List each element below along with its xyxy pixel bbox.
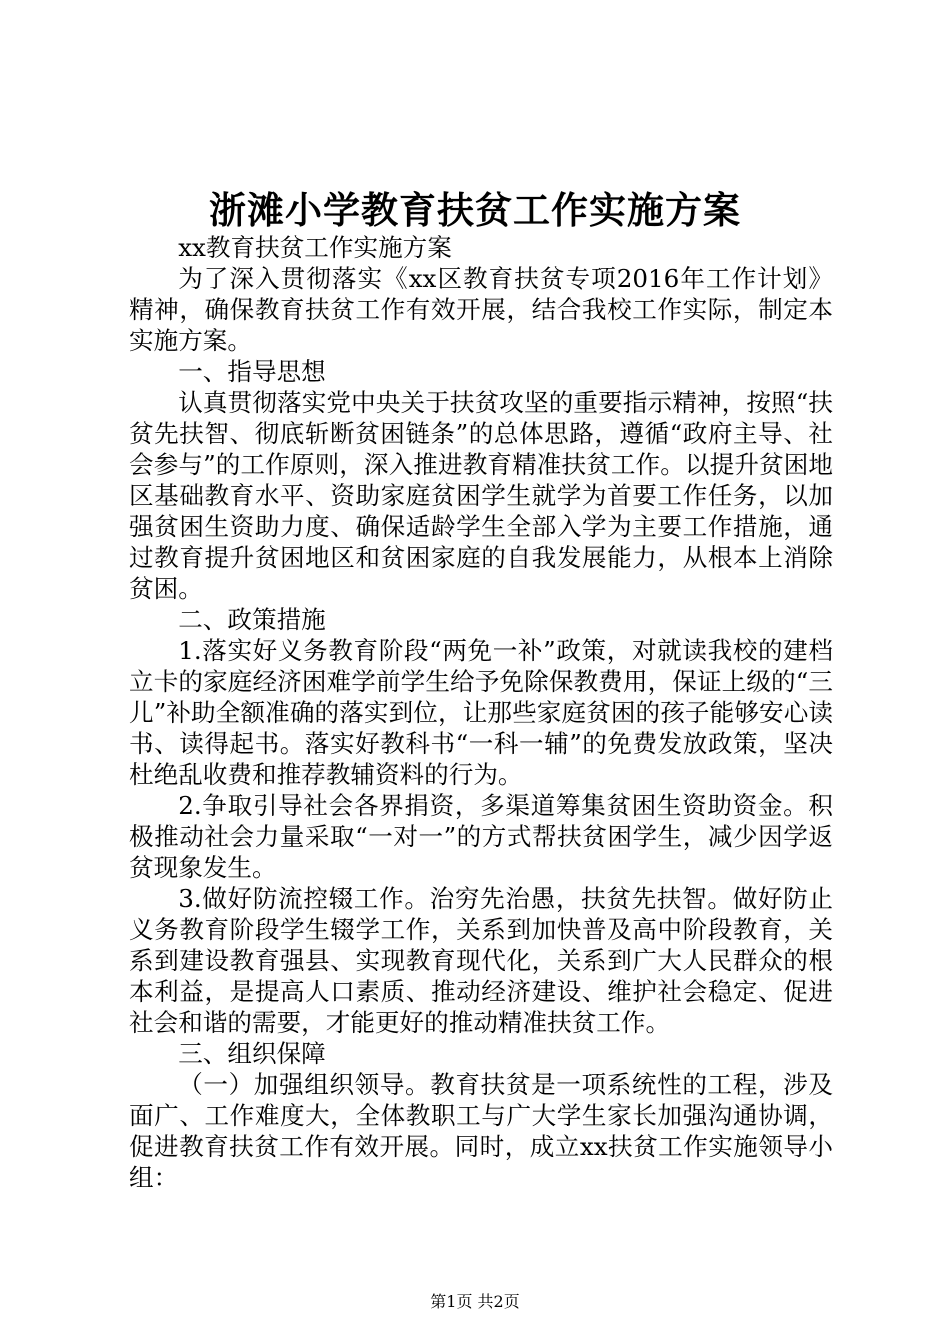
paragraph-intro: 为了深入贯彻落实《xx区教育扶贫专项2016年工作计划》精神，确保教育扶贫工作有效开展，结合我校工作实际，制定本实施方案。 (129, 264, 833, 355)
section-heading-organization: 三、组织保障 (178, 1039, 326, 1068)
paragraph-guiding-ideology: 认真贯彻落实党中央关于扶贫攻坚的重要指示精神，按照“扶贫先扶智、彻底斩断贫困链条”的总体思路，遵循“政府主导、社会参与”的工作原则，深入推进教育精准扶贫工作。以提升贫困地区基础教育水平、资助家庭贫困学生就学为首要工作任务，以加强贫困生资助力度、确保适龄学生全部入学为主要工作措施，通过教育提升贫困地区和贫困家庭的自我发展能力，从根本上消除贫困。 (129, 388, 833, 603)
section-heading-guiding-ideology: 一、指导思想 (178, 357, 326, 386)
paragraph-subtitle: xx教育扶贫工作实施方案 (178, 233, 452, 262)
document-body (129, 232, 833, 1193)
section-heading-policy-measures: 二、政策措施 (178, 605, 326, 634)
paragraph-measure-1: 1.落实好义务教育阶段“两免一补”政策，对就读我校的建档立卡的家庭经济困难学前学生给予免除保教费用，保证上级的“三儿”补助全额准确的落实到位，让那些家庭贫困的孩子能够安心读书、读得起书。落实好教科书“一科一辅”的免费发放政策，坚决杜绝乱收费和推荐教辅资料的行为。 (129, 636, 833, 789)
page-footer: 第1页 共2页 (430, 1292, 520, 1311)
document-title: 浙滩小学教育扶贫工作实施方案 (209, 188, 741, 232)
paragraph-measure-3: 3.做好防流控辍工作。治穷先治愚，扶贫先扶智。做好防止义务教育阶段学生辍学工作，关系到加快普及高中阶段教育，关系到建设教育强县、实现教育现代化，关系到广大人民群众的根本利益，是提高人口素质、推动经济建设、维护社会稳定、促进社会和谐的需要，才能更好的推动精准扶贫工作。 (129, 884, 833, 1037)
paragraph-measure-2: 2.争取引导社会各界捐资，多渠道筹集贫困生资助资金。积极推动社会力量采取“一对一”的方式帮扶贫困学生，减少因学返贫现象发生。 (129, 791, 833, 882)
paragraph-organization-1: （一）加强组织领导。教育扶贫是一项系统性的工程，涉及面广、工作难度大，全体教职工与广大学生家长加强沟通协调，促进教育扶贫工作有效开展。同时，成立xx扶贫工作实施领导小组： (129, 1070, 833, 1192)
